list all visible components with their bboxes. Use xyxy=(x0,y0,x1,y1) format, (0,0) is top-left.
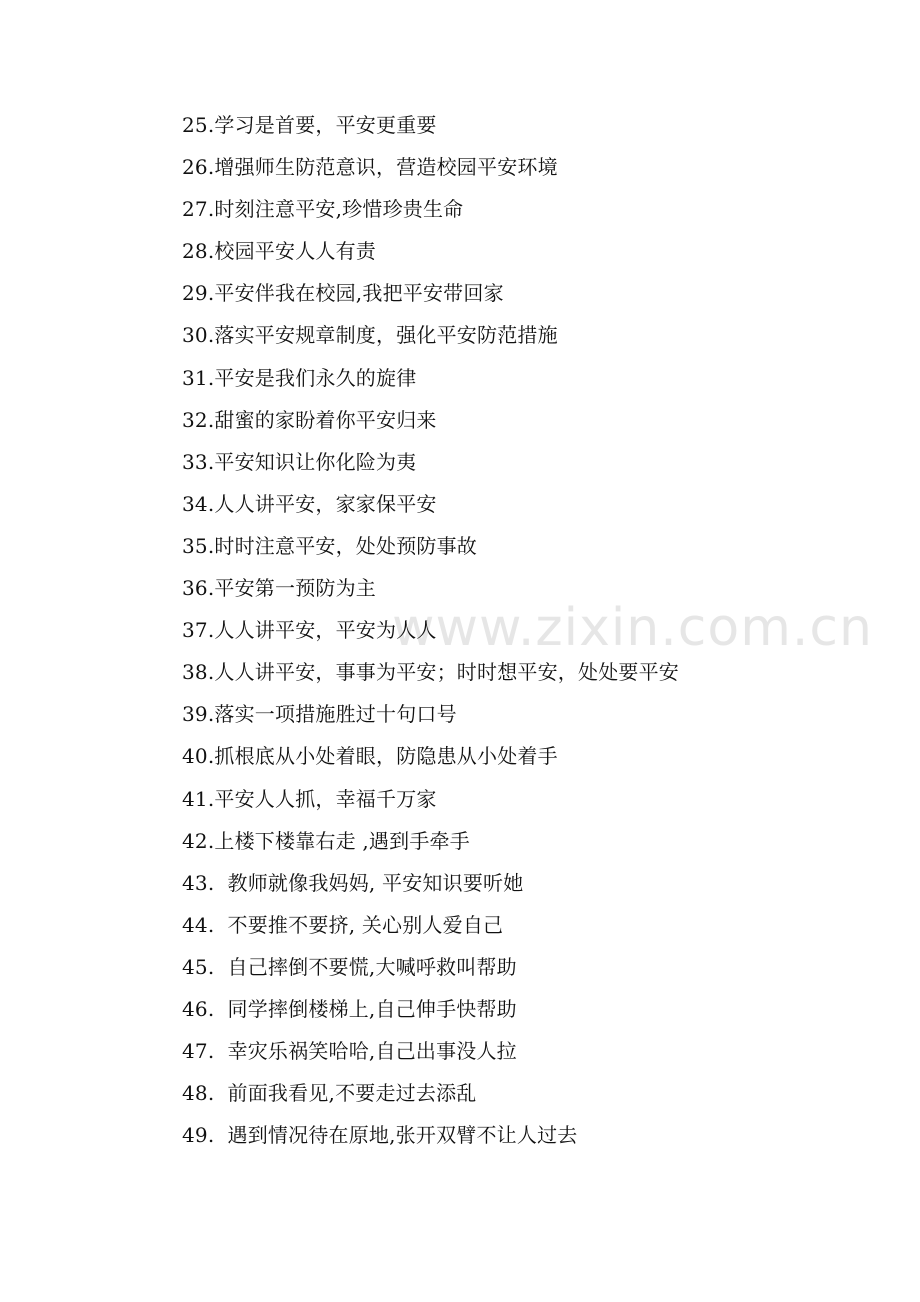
slogan-line: 47. 幸灾乐祸笑哈哈,自己出事没人拉 xyxy=(182,1039,517,1064)
slogan-line: 25.学习是首要，平安更重要 xyxy=(182,113,437,137)
slogan-line: 37.人人讲平安，平安为人人 xyxy=(182,618,437,643)
slogan-line: 34.人人讲平安，家家保平安 xyxy=(182,491,437,516)
slogan-line: 28.校园平安人人有责 xyxy=(182,239,377,264)
slogan-line: 42.上楼下楼靠右走 ,遇到手牵手 xyxy=(182,828,470,853)
slogan-line: 30.落实平安规章制度，强化平安防范措施 xyxy=(182,323,558,348)
slogan-line: 46. 同学摔倒楼梯上,自己伸手快帮助 xyxy=(182,996,517,1021)
slogan-line: 49. 遇到情况待在原地,张开双臂不让人过去 xyxy=(182,1123,578,1148)
slogan-line: 43. 教师就像我妈妈, 平安知识要听她 xyxy=(182,870,524,895)
slogan-line: 41.平安人人抓，幸福千万家 xyxy=(182,786,437,811)
watermark: www.zixin.com.cn xyxy=(392,598,873,658)
slogan-line: 48. 前面我看见,不要走过去添乱 xyxy=(182,1081,477,1106)
slogan-line: 33.平安知识让你化险为夷 xyxy=(182,449,417,474)
slogan-line: 31.平安是我们永久的旋律 xyxy=(182,365,417,390)
slogan-list xyxy=(182,108,679,1160)
slogan-line: 36.平安第一预防为主 xyxy=(182,576,377,601)
slogan-line: 39.落实一项措施胜过十句口号 xyxy=(182,702,457,727)
slogan-line: 26.增强师生防范意识，营造校园平安环境 xyxy=(182,155,558,180)
slogan-line: 44. 不要推不要挤, 关心别人爱自己 xyxy=(182,912,504,937)
slogan-line: 29.平安伴我在校园,我把平安带回家 xyxy=(182,281,504,306)
slogan-line: 38.人人讲平安，事事为平安；时时想平安，处处要平安 xyxy=(182,660,680,685)
slogan-line: 35.时时注意平安，处处预防事故 xyxy=(182,533,478,558)
slogan-line: 32.甜蜜的家盼着你平安归来 xyxy=(182,407,437,432)
slogan-line: 45. 自己摔倒不要慌,大喊呼救叫帮助 xyxy=(182,954,517,979)
slogan-line: 27.时刻注意平安,珍惜珍贵生命 xyxy=(182,197,464,222)
slogan-line: 40.抓根底从小处着眼，防隐患从小处着手 xyxy=(182,744,558,769)
